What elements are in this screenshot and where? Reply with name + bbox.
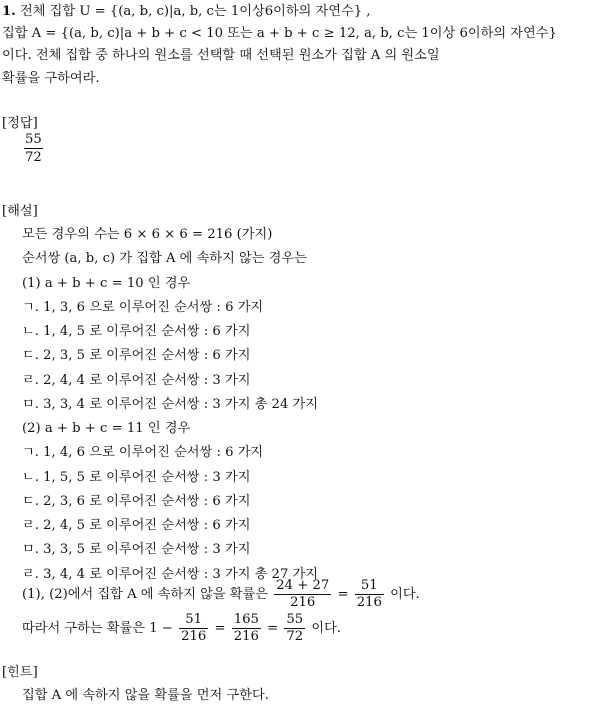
answer-denominator: 72 <box>25 150 42 165</box>
fraction-numerator: 51 <box>179 612 208 629</box>
fraction-denominator: 216 <box>356 595 382 610</box>
fraction-denominator: 216 <box>233 629 259 644</box>
answer-heading: [정답] <box>2 116 38 131</box>
solution-line: ㄹ. 3, 4, 4 로 이루어진 순서쌍 : 3 가지 총 27 가지 <box>22 567 319 582</box>
hint-heading: [힌트] <box>2 665 38 680</box>
prob-prefix: (1), (2)에서 집합 A 에 속하지 않을 확률은 <box>22 587 269 602</box>
problem-text-1: 전체 집합 U = {(a, b, c)|a, b, c는 1이상6이하의 자연수} , <box>19 4 371 19</box>
solution-line: ㄷ. 2, 3, 6 로 이루어진 순서쌍 : 6 가지 <box>22 494 251 509</box>
answer-numerator: 55 <box>25 132 42 147</box>
fraction-numerator: 55 <box>286 612 304 627</box>
solution-line: ㅁ. 3, 3, 5 로 이루어진 순서쌍 : 3 가지 <box>22 542 251 557</box>
fraction-numerator: 165 <box>233 612 259 627</box>
problem-line-4: 확률을 구하여라. <box>2 71 100 86</box>
problem-line-3: 이다. 전체 집합 중 하나의 원소를 선택할 때 선택된 원소가 집합 A 의 원소일 <box>2 48 440 63</box>
solution-line: ㄷ. 2, 3, 5 로 이루어진 순서쌍 : 6 가지 <box>22 348 251 363</box>
fraction <box>355 578 384 611</box>
final-suffix: 이다. <box>311 621 341 636</box>
fraction-denominator: 216 <box>290 595 316 610</box>
solution-line: 순서쌍 (a, b, c) 가 집합 A 에 속하지 않는 경우는 <box>22 251 307 266</box>
solution-line: (1) a + b + c = 10 인 경우 <box>22 276 191 291</box>
prob-suffix: 이다. <box>390 587 420 602</box>
solution-line: (2) a + b + c = 11 인 경우 <box>22 421 191 436</box>
solution-probability-line <box>22 578 420 611</box>
solution-line: ㄱ. 1, 4, 6 으로 이루어진 순서쌍 : 6 가지 <box>22 445 264 460</box>
fraction-denominator: 216 <box>181 629 207 644</box>
solution-line: ㄹ. 2, 4, 5 로 이루어진 순서쌍 : 6 가지 <box>22 518 251 533</box>
hint-text: 집합 A 에 속하지 않을 확률을 먼저 구한다. <box>22 688 269 703</box>
solution-line: ㄹ. 2, 4, 4 로 이루어진 순서쌍 : 3 가지 <box>22 373 251 388</box>
answer-fraction <box>24 131 43 166</box>
fraction-numerator: 51 <box>355 578 384 595</box>
fraction <box>284 612 305 645</box>
fraction <box>179 612 208 645</box>
fraction <box>232 612 261 645</box>
equals-sign: = <box>214 621 226 636</box>
equals-sign: = <box>337 587 349 602</box>
solution-line: ㄱ. 1, 3, 6 으로 이루어진 순서쌍 : 6 가지 <box>22 300 264 315</box>
solution-final-line <box>22 612 341 645</box>
solution-line: ㄴ. 1, 5, 5 로 이루어진 순서쌍 : 3 가지 <box>22 470 251 485</box>
final-prefix: 따라서 구하는 확률은 1 − <box>22 621 173 636</box>
problem-line-2: 집합 A = {(a, b, c)|a + b + c < 10 또는 a + b + c ≥ 12, a, b, c는 1이상 6이하의 자연수} <box>2 26 557 41</box>
solution-line: ㅁ. 3, 3, 4 로 이루어진 순서쌍 : 3 가지 총 24 가지 <box>22 397 319 412</box>
solution-line: ㄴ. 1, 4, 5 로 이루어진 순서쌍 : 6 가지 <box>22 324 251 339</box>
solution-line: 모든 경우의 수는 6 × 6 × 6 = 216 (가지) <box>22 227 273 242</box>
fraction <box>274 578 331 611</box>
problem-number: 1. <box>2 4 16 19</box>
fraction-denominator: 72 <box>286 629 304 644</box>
fraction-numerator: 24 + 27 <box>276 578 330 593</box>
solution-heading: [해설] <box>2 204 38 219</box>
equals-sign: = <box>267 621 279 636</box>
problem-line-1 <box>2 3 371 20</box>
